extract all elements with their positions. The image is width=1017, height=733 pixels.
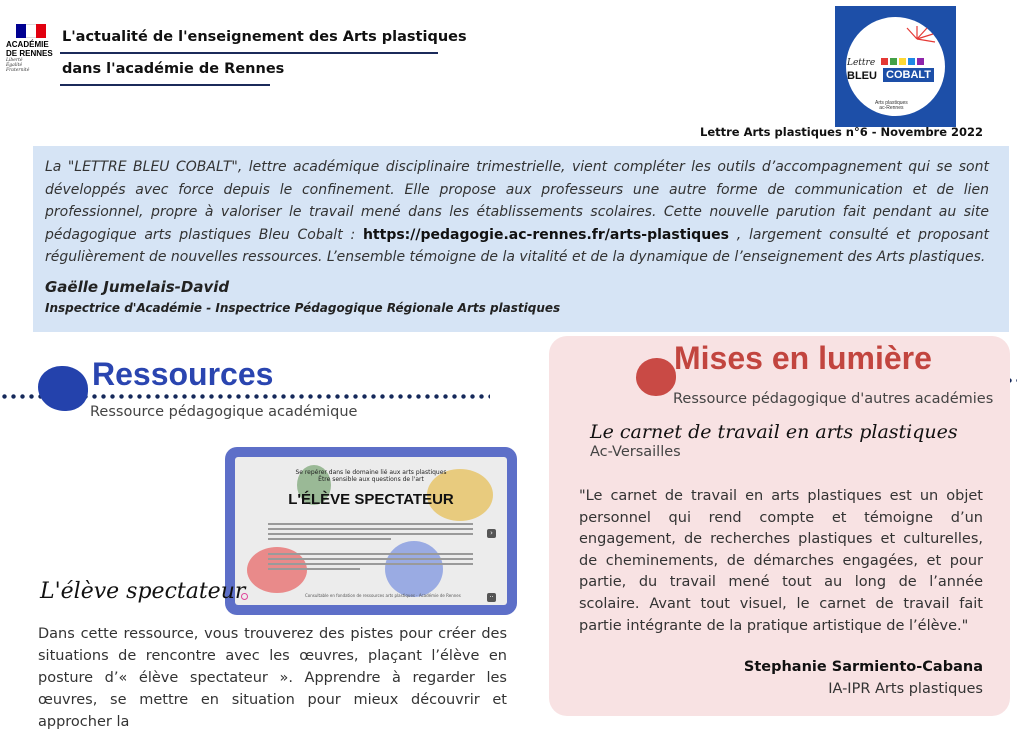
- intro-text-start: La "LETTRE BLEU COBALT", lettre académique disciplinaire trimestrielle, vient compléter les outils d’accompagnement qui se sont développés avec force depuis le confinement. Elle propose aux professeurs une autre forme de communication et de lien professionnel, propre à valoriser le travail mené dans les établissements scolaires. Cette nouvelle parution fait pendant au site pédagogique arts plastiques Bleu Cobalt :: [45, 159, 989, 243]
- ressources-subtitle: Ressource pédagogique académique: [90, 404, 358, 420]
- next-arrow-icon[interactable]: ›: [487, 529, 496, 538]
- carnet-title: Le carnet de travail en arts plastiques: [590, 421, 958, 443]
- badge-subtitle: [875, 101, 908, 111]
- header-title-line1: L'actualité de l'enseignement des Arts plastiques: [62, 29, 467, 45]
- intro-text-end: , largement consulté et proposant régulièrement de nouvelles ressources. L’ensemble témoigne de la vitalité et de la dynamique de l’enseignement des Arts plastiques.: [45, 226, 989, 265]
- carnet-academy: Ac-Versailles: [590, 444, 681, 460]
- logo-line1: ACADÉMIE: [6, 40, 49, 49]
- badge-bleu: BLEU: [847, 70, 877, 82]
- mises-en-lumiere-subtitle: Ressource pédagogique d'autres académies: [673, 391, 994, 407]
- thumbnail-header-line2: Être sensible aux questions de l'art: [318, 476, 424, 483]
- header-rule: [60, 84, 270, 86]
- logo-line2: DE RENNES: [6, 49, 53, 58]
- logo-motto-1: Liberté: [6, 58, 23, 63]
- thumbnail-text-block: [268, 523, 473, 543]
- thumbnail-header: [275, 469, 467, 483]
- mises-en-lumiere-title: Mises en lumière: [674, 340, 932, 376]
- eleve-spectateur-title: L'élève spectateur: [40, 579, 246, 604]
- resource-thumbnail[interactable]: [225, 447, 517, 615]
- french-flag-icon: [16, 24, 46, 38]
- quote-author: Stephanie Sarmiento-Cabana: [743, 659, 983, 675]
- academy-logo: [6, 24, 58, 73]
- bleu-cobalt-badge: [835, 6, 956, 127]
- thumbnail-header-line1: Se repérer dans le domaine lié aux arts plastiques: [295, 469, 447, 476]
- intro-author-role: Inspectrice d'Académie - Inspectrice Pédagogique Régionale Arts plastiques: [45, 300, 561, 315]
- thumbnail-title: L'ÉLÈVE SPECTATEUR: [288, 491, 454, 508]
- thumbnail-footer: Consultable en fondation de ressources arts plastiques · Académie de Rennes: [305, 593, 461, 598]
- intro-box: [33, 146, 1009, 332]
- badge-subtitle-line2: ac-Rennes: [879, 105, 904, 111]
- menu-dots-icon[interactable]: ··: [487, 593, 496, 602]
- sparkle-icon: [897, 24, 937, 54]
- logo-motto-3: Fraternité: [6, 68, 30, 73]
- blue-blob-icon: [38, 366, 88, 411]
- badge-lettre: Lettre: [847, 58, 876, 68]
- carnet-quote: "Le carnet de travail en arts plastiques est un objet personnel qui rend compte et témoigne d’un engagement, de recherches plastiques et culturelles, de cheminements, de démarches engagées, et pour partie, du travail mené tout au long de l’année scolaire. Avant tout visuel, le carnet de travail fait partie intégrante de la pratique artistique de l’élève.": [579, 488, 983, 634]
- ressources-title: Ressources: [92, 356, 274, 392]
- thumbnail-screen: [235, 457, 507, 605]
- intro-text: [45, 156, 989, 269]
- header-rule: [60, 52, 438, 54]
- intro-author: Gaëlle Jumelais-David: [45, 277, 230, 296]
- badge-color-dots: [881, 58, 924, 65]
- eleve-spectateur-text: Dans cette ressource, vous trouverez des pistes pour créer des situations de rencontre avec les œuvres, plaçant l’élève en posture d’« élève spectateur ». Apprendre à regarder les œuvres, se mettre en situation pour mieux découvrir et approcher la: [38, 626, 507, 730]
- badge-cobalt: COBALT: [883, 68, 934, 82]
- red-blob-icon: [636, 358, 676, 396]
- badge-subtitle-line1: Arts plastiques: [875, 100, 908, 106]
- intro-url-link[interactable]: https://pedagogie.ac-rennes.fr/arts-plastiques: [362, 226, 729, 243]
- header-title-line2: dans l'académie de Rennes: [62, 61, 285, 77]
- thumbnail-text-block: [268, 553, 473, 573]
- logo-motto-2: Égalité: [6, 63, 23, 68]
- issue-number: Lettre Arts plastiques n°6 - Novembre 2022: [700, 125, 984, 139]
- quote-author-role: IA-IPR Arts plastiques: [828, 681, 983, 697]
